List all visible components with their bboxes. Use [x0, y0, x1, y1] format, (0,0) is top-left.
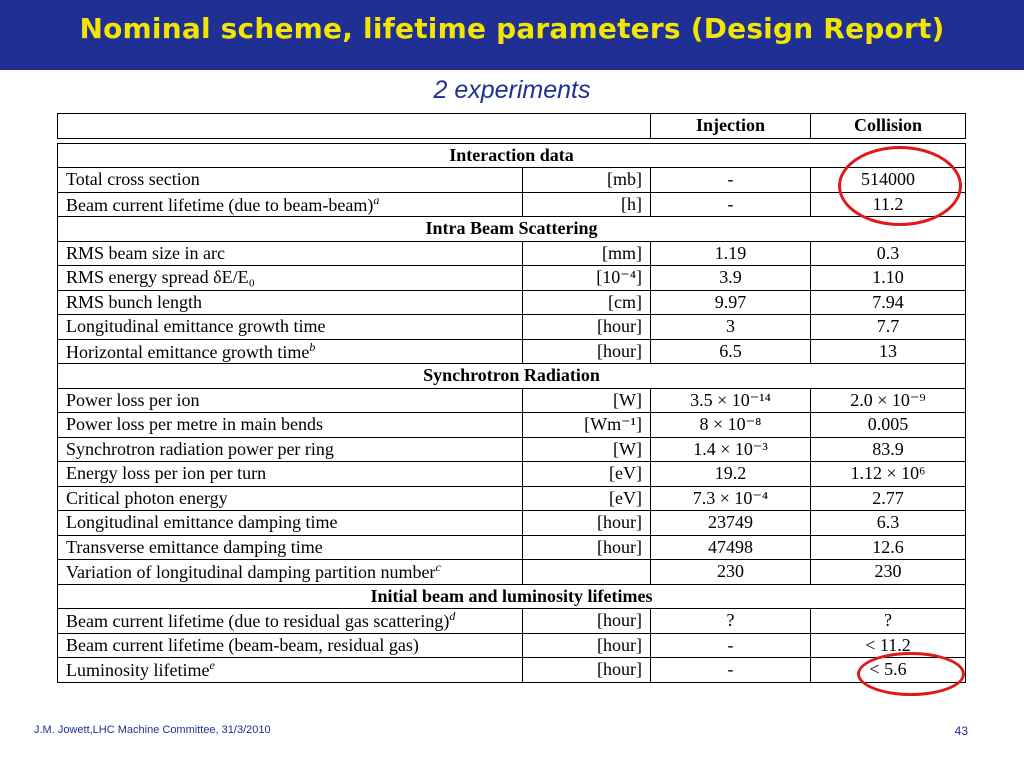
table-row [58, 192, 966, 217]
row-label: Horizontal emittance growth time [66, 341, 310, 362]
row-label: Total cross section [66, 169, 200, 190]
row-label-cell [58, 315, 523, 340]
section-title: Synchrotron Radiation [58, 364, 966, 389]
row-collision-value: 11.2 [811, 192, 966, 217]
row-unit: [h] [523, 192, 651, 217]
table-row [58, 413, 966, 438]
row-unit: [Wm⁻¹] [523, 413, 651, 438]
row-label-cell [58, 633, 523, 658]
row-label-cell [58, 486, 523, 511]
row-collision-value: < 5.6 [811, 658, 966, 683]
row-unit: [hour] [523, 609, 651, 634]
row-label-cell [58, 658, 523, 683]
row-label-cell [58, 511, 523, 536]
row-collision-value: 0.3 [811, 241, 966, 266]
row-collision-value: ? [811, 609, 966, 634]
row-label: Critical photon energy [66, 487, 228, 508]
section-title-row [58, 217, 966, 242]
footnote-marker: a [373, 192, 380, 207]
row-injection-value: 3 [651, 315, 811, 340]
row-injection-value: 7.3 × 10⁻⁴ [651, 486, 811, 511]
row-label: Beam current lifetime (beam-beam, residual gas) [66, 634, 419, 655]
row-injection-value: 19.2 [651, 462, 811, 487]
row-unit: [hour] [523, 511, 651, 536]
row-label: RMS bunch length [66, 291, 203, 312]
row-injection-value: 8 × 10⁻⁸ [651, 413, 811, 438]
row-unit: [mb] [523, 168, 651, 193]
row-unit: [hour] [523, 633, 651, 658]
row-collision-value: 1.12 × 10⁶ [811, 462, 966, 487]
row-label-cell [58, 609, 523, 634]
row-unit: [cm] [523, 290, 651, 315]
parameters-table-wrapper [57, 113, 967, 683]
row-unit: [W] [523, 388, 651, 413]
table-row [58, 315, 966, 340]
highlight-ellipse-bottom [857, 652, 965, 696]
section-title: Interaction data [58, 143, 966, 168]
table-row [58, 560, 966, 585]
row-collision-value: 12.6 [811, 535, 966, 560]
footnote-marker: d [449, 609, 456, 624]
header-blank-cell [58, 114, 651, 139]
row-label-cell [58, 413, 523, 438]
table-row [58, 388, 966, 413]
table-row [58, 290, 966, 315]
row-label-cell [58, 560, 523, 585]
row-injection-value: 3.5 × 10⁻¹⁴ [651, 388, 811, 413]
row-label: Transverse emittance damping time [66, 536, 323, 557]
row-collision-value: 7.7 [811, 315, 966, 340]
table-row [58, 609, 966, 634]
row-injection-value: 9.97 [651, 290, 811, 315]
table-row [58, 241, 966, 266]
row-label-cell [58, 462, 523, 487]
row-label: Synchrotron radiation power per ring [66, 438, 334, 459]
footnote-marker: e [209, 658, 215, 673]
row-unit: [W] [523, 437, 651, 462]
row-label: RMS beam size in arc [66, 242, 225, 263]
row-label: Longitudinal emittance growth time [66, 316, 326, 337]
row-injection-value: 47498 [651, 535, 811, 560]
row-injection-value: 23749 [651, 511, 811, 536]
row-unit: [hour] [523, 339, 651, 364]
row-label: RMS energy spread δE/E₀ [66, 267, 255, 288]
row-label: Power loss per metre in main bends [66, 414, 323, 435]
row-injection-value: - [651, 192, 811, 217]
row-unit: [eV] [523, 486, 651, 511]
row-label: Longitudinal emittance damping time [66, 512, 338, 533]
row-collision-value: 83.9 [811, 437, 966, 462]
row-collision-value: 2.77 [811, 486, 966, 511]
row-collision-value: 6.3 [811, 511, 966, 536]
row-label: Energy loss per ion per turn [66, 463, 267, 484]
table-row [58, 486, 966, 511]
row-label: Variation of longitudinal damping partition number [66, 562, 436, 583]
row-collision-value: < 11.2 [811, 633, 966, 658]
row-label-cell [58, 388, 523, 413]
row-injection-value: - [651, 658, 811, 683]
table-row [58, 633, 966, 658]
table-row [58, 658, 966, 683]
section-title-row [58, 364, 966, 389]
row-unit [523, 560, 651, 585]
row-injection-value: ? [651, 609, 811, 634]
row-injection-value: 1.19 [651, 241, 811, 266]
row-label: Power loss per ion [66, 389, 200, 410]
row-label: Beam current lifetime (due to residual gas scattering) [66, 611, 450, 632]
row-unit: [10⁻⁴] [523, 266, 651, 291]
row-collision-value: 230 [811, 560, 966, 585]
row-label-cell [58, 290, 523, 315]
row-collision-value: 0.005 [811, 413, 966, 438]
parameters-table-body [58, 114, 966, 683]
row-label-cell [58, 535, 523, 560]
section-title: Initial beam and luminosity lifetimes [58, 584, 966, 609]
row-label-cell [58, 192, 523, 217]
row-unit: [hour] [523, 315, 651, 340]
highlight-ellipse-top [838, 146, 962, 226]
row-injection-value: - [651, 168, 811, 193]
table-row [58, 462, 966, 487]
table-row [58, 511, 966, 536]
row-collision-value: 7.94 [811, 290, 966, 315]
row-injection-value: 3.9 [651, 266, 811, 291]
row-unit: [mm] [523, 241, 651, 266]
row-label-cell [58, 241, 523, 266]
footer-credit: J.M. Jowett,LHC Machine Committee, 31/3/2010 [34, 724, 271, 736]
row-unit: [hour] [523, 535, 651, 560]
parameters-table [57, 113, 966, 683]
row-label-cell [58, 437, 523, 462]
row-collision-value: 13 [811, 339, 966, 364]
row-label: Beam current lifetime (due to beam-beam) [66, 194, 374, 215]
row-injection-value: 6.5 [651, 339, 811, 364]
header-collision: Collision [811, 114, 966, 139]
slide-subtitle: 2 experiments [433, 76, 591, 104]
row-collision-value: 1.10 [811, 266, 966, 291]
section-title-row [58, 143, 966, 168]
footnote-marker: b [309, 339, 316, 354]
footnote-marker: c [435, 560, 441, 575]
table-row [58, 339, 966, 364]
row-injection-value: 1.4 × 10⁻³ [651, 437, 811, 462]
table-row [58, 266, 966, 291]
row-label: Luminosity lifetime [66, 660, 210, 681]
section-title-row [58, 584, 966, 609]
table-header-row [58, 114, 966, 139]
row-label-cell [58, 168, 523, 193]
row-label-cell [58, 266, 523, 291]
row-collision-value: 514000 [811, 168, 966, 193]
table-row [58, 168, 966, 193]
row-label-cell [58, 339, 523, 364]
row-unit: [hour] [523, 658, 651, 683]
table-row [58, 437, 966, 462]
table-row [58, 535, 966, 560]
section-title: Intra Beam Scattering [58, 217, 966, 242]
row-injection-value: - [651, 633, 811, 658]
row-unit: [eV] [523, 462, 651, 487]
row-collision-value: 2.0 × 10⁻⁹ [811, 388, 966, 413]
page-number: 43 [954, 724, 968, 738]
row-injection-value: 230 [651, 560, 811, 585]
slide-title: Nominal scheme, lifetime parameters (Design Report) [79, 12, 945, 45]
header-injection: Injection [651, 114, 811, 139]
